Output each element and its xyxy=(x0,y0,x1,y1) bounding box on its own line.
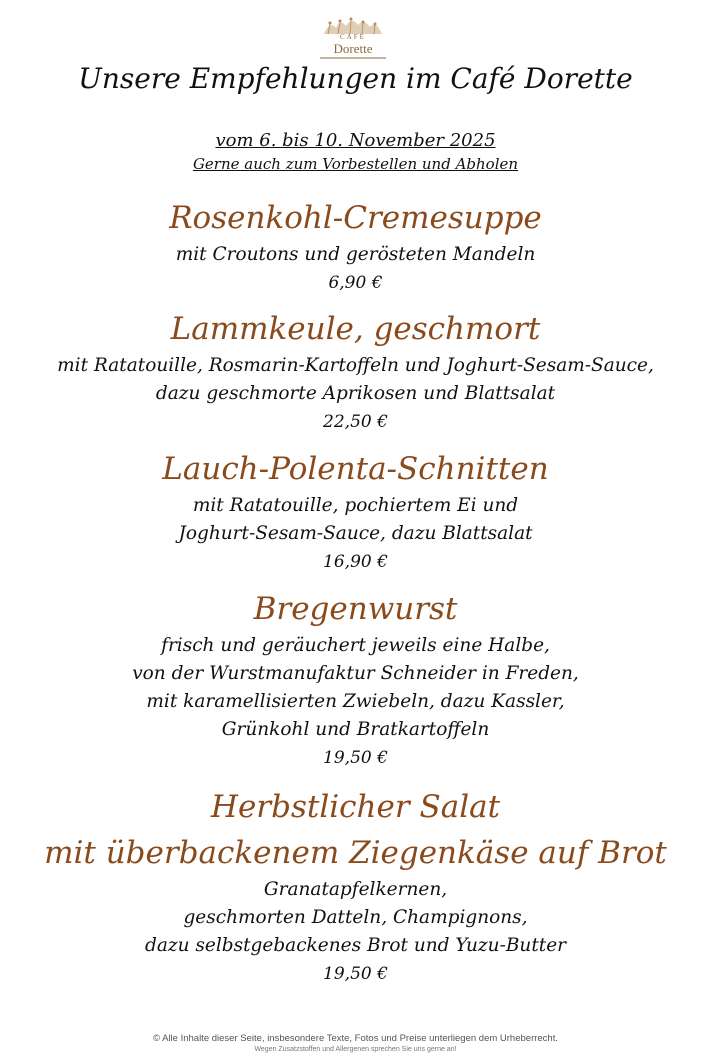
dish-lammkeule xyxy=(0,306,711,436)
page-title: Unsere Empfehlungen im Café Dorette xyxy=(78,62,633,95)
dish-description: von der Wurstmanufaktur Schneider in Freden, xyxy=(132,663,579,684)
preorder-note: Gerne auch zum Vorbestellen und Abholen xyxy=(192,155,519,173)
dish-herbstlicher-salat xyxy=(0,784,711,988)
cafe-dorette-logo xyxy=(318,14,388,60)
dish-bregenwurst xyxy=(0,586,711,772)
dish-description: mit karamellisierten Zwiebeln, dazu Kassler, xyxy=(146,691,565,712)
dish-title: Lammkeule, geschmort xyxy=(170,311,541,347)
dish-description: dazu selbstgebackenes Brot und Yuzu-Butter xyxy=(144,935,566,956)
date-range: vom 6. bis 10. November 2025 xyxy=(215,130,496,151)
dish-description: mit Croutons und gerösteten Mandeln xyxy=(175,244,536,265)
dish-lauch-polenta-schnitten xyxy=(0,446,711,576)
dish-price: 19,50 € xyxy=(323,964,388,984)
dish-title-line2: mit überbackenem Ziegenkäse auf Brot xyxy=(44,835,667,871)
dish-description: Grünkohl und Bratkartoffeln xyxy=(221,719,490,740)
dish-price: 16,90 € xyxy=(323,552,388,572)
dish-description: dazu geschmorte Aprikosen und Blattsalat xyxy=(155,383,556,404)
allergen-notice: Wegen Zusatzstoffen und Allergenen sprechen Sie uns gerne an! xyxy=(254,1046,457,1053)
dish-title: Rosenkohl-Cremesuppe xyxy=(169,200,542,236)
dish-price: 22,50 € xyxy=(323,412,388,432)
dish-description: Joghurt-Sesam-Sauce, dazu Blattsalat xyxy=(178,523,533,544)
logo-name-text: Dorette xyxy=(333,41,373,56)
dish-description: Granatapfelkernen, xyxy=(263,879,448,900)
dish-title: Lauch-Polenta-Schnitten xyxy=(162,451,549,487)
dish-description: frisch und geräuchert jeweils eine Halbe, xyxy=(161,635,550,656)
dish-title: Herbstlicher Salat xyxy=(210,789,501,825)
dish-description: geschmorten Datteln, Champignons, xyxy=(183,907,528,928)
dish-price: 19,50 € xyxy=(323,748,388,768)
dish-description: mit Ratatouille, Rosmarin-Kartoffeln und Joghurt-Sesam-Sauce, xyxy=(57,355,654,376)
dish-price: 6,90 € xyxy=(328,273,383,293)
copyright-notice: © Alle Inhalte dieser Seite, insbesondere Texte, Fotos und Preise unterliegen dem Urheberrecht. xyxy=(152,1033,558,1044)
dish-title: Bregenwurst xyxy=(253,591,458,627)
dish-description: mit Ratatouille, pochiertem Ei und xyxy=(192,495,519,516)
logo-cafe-text: CAFE xyxy=(340,33,366,41)
dish-rosenkohl-cremesuppe xyxy=(0,195,711,297)
